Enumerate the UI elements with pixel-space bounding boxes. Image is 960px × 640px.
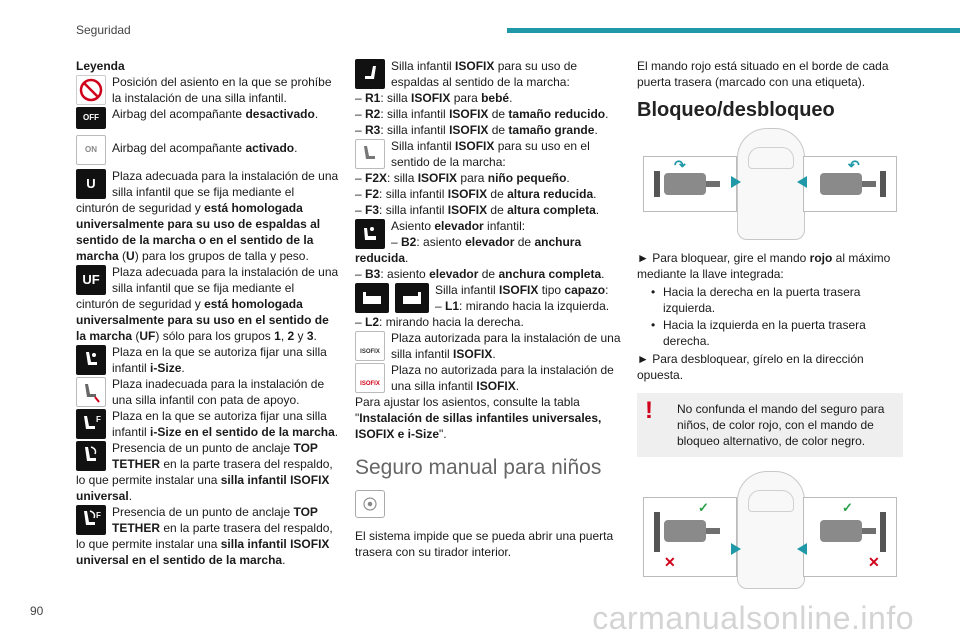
list-item: – F2: silla infantil ISOFIX de altura reducida.	[355, 187, 597, 201]
cross-icon: ✕	[868, 554, 880, 570]
list-item: • Hacia la izquierda en la puerta trasera derecha.	[651, 317, 903, 349]
carrycot-entry	[355, 282, 623, 314]
isofix-bold: ISOFIX	[453, 347, 493, 361]
list-item: – F3: silla infantil ISOFIX de altura completa.	[355, 203, 600, 217]
key-icon	[664, 173, 706, 195]
isofix-text: Plaza no autorizada para la instalación de una silla infantil	[391, 363, 614, 393]
section-title-child-lock: Seguro manual para niños	[355, 456, 602, 479]
legend-text: Airbag del acompañante	[112, 141, 246, 155]
legend-text: .	[314, 107, 319, 121]
list-item: – B2: asiento elevador de anchura reducida.	[355, 235, 582, 265]
top-tether-icon	[76, 441, 106, 471]
legend-bold: UF	[139, 329, 156, 343]
isize-forward-icon	[76, 409, 106, 439]
legend-text: .	[282, 553, 286, 567]
airbag-off-icon: OFF	[76, 107, 106, 129]
legend-text: ,	[280, 329, 288, 343]
cross-icon: ✕	[664, 554, 676, 570]
list-item: – L1: mirando hacia la izquierda.	[435, 299, 610, 313]
forward-facing-list	[355, 170, 623, 218]
airbag-on-icon: ON	[76, 135, 106, 165]
door-right-panel	[803, 156, 897, 212]
car-top-view	[737, 471, 805, 589]
legend-text: Posición del asiento en la que se prohíbe la instalación de una silla infantil.	[112, 75, 332, 105]
legend-bold: silla infantil ISOFIX universal	[76, 473, 330, 503]
isofix-text: :	[605, 283, 609, 297]
legend-text: .	[334, 425, 339, 439]
warning-text: No confunda el mando del seguro para niños, de color rojo, con el mando de bloqueo alternativo, de color negro.	[677, 402, 885, 448]
legend-entry-isize-forward	[76, 408, 339, 440]
child-lock-icon	[355, 490, 385, 518]
pointer-right-icon	[731, 176, 741, 188]
list-item: – R2: silla infantil ISOFIX de tamaño reducido.	[355, 107, 609, 121]
column-legend	[76, 58, 339, 568]
legend-bold: 2	[287, 329, 295, 343]
legend-text: Plaza adecuada para la instalación de una silla infantil que se fija mediante el cinturón de seguridad y	[76, 169, 339, 215]
warning-note	[637, 393, 903, 457]
no-child-seat-icon	[76, 75, 106, 105]
legend-text: Airbag del acompañante	[112, 107, 246, 121]
isofix-bold: ISOFIX	[455, 59, 495, 73]
page-header	[0, 0, 960, 40]
key-icon	[820, 520, 862, 542]
legend-text: .	[313, 329, 317, 343]
isize-seat-icon	[76, 345, 106, 375]
svg-text:F: F	[96, 415, 101, 424]
rear-facing-seat-icon	[355, 59, 385, 89]
list-item: – R3: silla infantil ISOFIX de tamaño grande.	[355, 123, 598, 137]
legend-bold: silla infantil ISOFIX universal en el sentido de la marcha	[76, 537, 330, 567]
svg-text:F: F	[96, 511, 101, 520]
column-lock-unlock	[637, 58, 903, 593]
pointer-left-icon	[797, 543, 807, 555]
lock-diagram	[637, 128, 903, 240]
isofix-rear-facing	[355, 58, 623, 90]
legend-text: Plaza en la que se autoriza fijar una silla infantil	[112, 345, 327, 375]
warning-icon: !	[645, 397, 653, 424]
legend-entry-uf	[76, 264, 339, 344]
door-left-panel	[643, 156, 737, 212]
legend-bold: 3	[306, 329, 314, 343]
adjust-seats-text: Para ajustar los asientos, consulte la tabla "Instalación de sillas infantiles universales, ISOFIX e i-Size".	[355, 395, 602, 441]
isofix-forward-facing	[355, 138, 623, 170]
booster-seat-entry	[355, 218, 623, 266]
legend-text: Presencia de un punto de anclaje	[112, 505, 294, 519]
booster-seat-icon	[355, 219, 385, 249]
legend-text: en la parte trasera del respaldo, lo que permite instalar una	[76, 521, 333, 551]
legend-bold: TOP TETHER	[112, 441, 318, 471]
legend-text: .	[181, 361, 185, 375]
legend-text: Presencia de un punto de anclaje	[112, 441, 294, 455]
unlock-instruction: ► Para desbloquear, gírelo en la dirección opuesta.	[637, 352, 864, 382]
column-isofix	[355, 58, 623, 560]
key-icon	[664, 520, 706, 542]
legend-bold: 1	[274, 329, 281, 343]
rotate-arrow-icon: ↷	[674, 157, 686, 173]
legend-bold: activado	[245, 141, 295, 155]
legend-bold: U	[126, 249, 135, 263]
legend-bold: TOP TETHER	[112, 505, 318, 535]
legend-entry-u	[76, 168, 339, 264]
legend-text: ) sólo para los grupos	[155, 329, 275, 343]
isofix-bold: elevador	[434, 219, 484, 233]
list-item: • Hacia la derecha en la puerta trasera izquierda.	[651, 284, 903, 316]
legend-bold: i-Size	[150, 361, 182, 375]
car-top-view	[737, 128, 805, 240]
header-accent-bar	[507, 28, 960, 33]
legend-entry-airbag-on	[76, 134, 339, 166]
isofix-not-authorized-icon: ISOFIX	[355, 363, 385, 393]
legend-bold: i-Size en el sentido de la marcha	[150, 425, 335, 439]
rotate-arrow-icon: ↶	[848, 157, 860, 173]
forward-facing-seat-icon	[355, 139, 385, 169]
legend-text: en la parte trasera del respaldo, lo que permite instalar una	[76, 457, 333, 487]
legend-entry-isize	[76, 344, 339, 376]
no-support-leg-icon	[76, 377, 106, 407]
uf-badge-icon: UF	[76, 265, 106, 295]
legend-entry-airbag-off	[76, 106, 339, 130]
isofix-not-authorized-entry	[355, 362, 623, 394]
red-control-text: El mando rojo está situado en el borde de cada puerta trasera (marcado con una etiqueta).	[637, 59, 889, 89]
legend-bold: está homologada universalmente para su uso en el sentido de la marcha	[76, 297, 329, 343]
legend-text: Plaza inadecuada para la instalación de una silla infantil con pata de apoyo.	[112, 377, 325, 407]
key-icon	[820, 173, 862, 195]
isofix-bold: ISOFIX	[455, 139, 495, 153]
isofix-text: .	[515, 379, 520, 393]
rear-facing-list	[355, 90, 623, 138]
door-right-panel	[803, 497, 897, 577]
legend-title: Leyenda	[76, 59, 125, 73]
section-name: Seguridad	[76, 23, 131, 37]
isofix-text: para su uso de espaldas al sentido de la marcha:	[391, 59, 578, 89]
legend-text: .	[128, 489, 133, 503]
list-item: – L2: mirando hacia la derecha.	[355, 315, 524, 329]
list-item: – R1: silla ISOFIX para bebé.	[355, 91, 513, 105]
legend-text: ) para los grupos de talla y peso.	[134, 249, 309, 263]
isofix-text: Silla infantil	[391, 139, 456, 153]
isofix-text: Silla infantil	[435, 283, 500, 297]
isofix-bold: ISOFIX	[499, 283, 539, 297]
legend-text: Plaza en la que se autoriza fijar una silla infantil	[112, 409, 327, 439]
top-tether-forward-icon	[76, 505, 106, 535]
legend-entry-top-tether-forward	[76, 504, 339, 568]
check-icon: ✓	[842, 500, 853, 515]
legend-entry-prohibited	[76, 74, 339, 106]
carrycot-right-icon	[395, 283, 429, 313]
isofix-authorized-entry	[355, 330, 623, 362]
u-badge-icon: U	[76, 169, 106, 199]
section-title-lock-unlock: Bloqueo/desbloqueo	[637, 99, 835, 121]
lock-instruction: ► Para bloquear, gire el mando rojo al máximo mediante la llave integrada:	[637, 251, 891, 281]
check-icon: ✓	[698, 500, 709, 515]
door-left-panel	[643, 497, 737, 577]
pointer-right-icon	[731, 543, 741, 555]
legend-bold: desactivado	[245, 107, 315, 121]
watermark: carmanualsonline.info	[592, 600, 914, 636]
isofix-bold: capazo	[564, 283, 606, 297]
list-item: – B3: asiento elevador de anchura completa.	[355, 267, 605, 281]
isofix-text: Asiento	[391, 219, 435, 233]
isofix-text: .	[492, 347, 496, 361]
isofix-text: tipo	[538, 283, 565, 297]
isofix-text: Plaza autorizada para la instalación de una silla infantil	[391, 331, 621, 361]
carrycot-left-icon	[355, 283, 389, 313]
isofix-text: Silla infantil	[391, 59, 456, 73]
legend-text: y	[294, 329, 307, 343]
legend-text: .	[294, 141, 298, 155]
legend-text: Plaza adecuada para la instalación de una silla infantil que se fija mediante el cinturón de seguridad y	[76, 265, 339, 311]
isofix-text: infantil:	[483, 219, 526, 233]
child-lock-intro: El sistema impide que se pueda abrir una puerta trasera con su tirador interior.	[355, 529, 614, 559]
list-item: – F2X: silla ISOFIX para niño pequeño.	[355, 171, 570, 185]
unlock-diagram	[637, 471, 903, 583]
legend-text: (	[118, 249, 127, 263]
legend-entry-top-tether	[76, 440, 339, 504]
isofix-bold: ISOFIX	[476, 379, 516, 393]
isofix-text: para su uso en el sentido de la marcha:	[391, 139, 590, 169]
legend-entry-no-leg	[76, 376, 339, 408]
legend-text: (	[132, 329, 140, 343]
page-number: 90	[30, 604, 44, 618]
legend-bold: está homologada universalmente para su uso de espaldas al sentido de la marcha o en el sentido de la marcha	[76, 201, 321, 263]
isofix-authorized-icon: ISOFIX	[355, 331, 385, 361]
lock-bullets	[651, 284, 903, 349]
pointer-left-icon	[797, 176, 807, 188]
